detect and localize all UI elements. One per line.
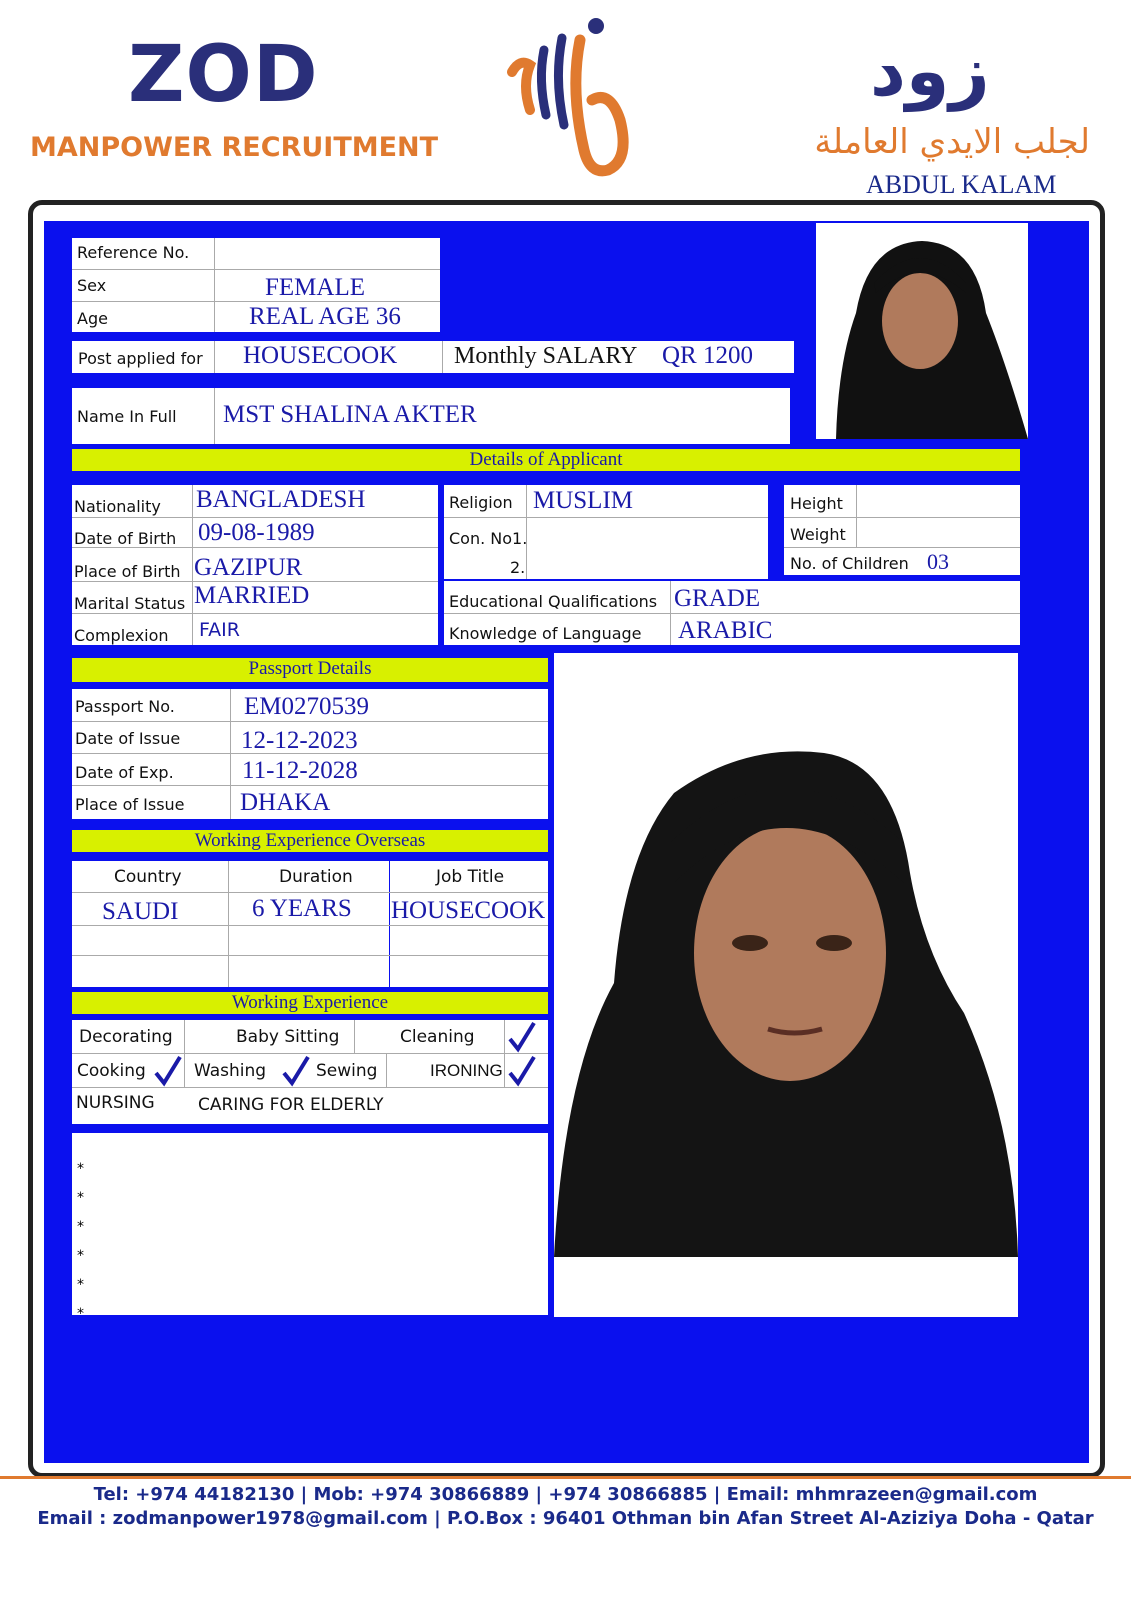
contact2-label: 2. [510,558,526,577]
check-icon-ironing [506,1055,536,1087]
passport-number-label: Passport No. [75,697,175,716]
overseas-header: Working Experience Overseas [72,830,548,852]
name-label: Name In Full [77,407,177,426]
issue-place-label: Place of Issue [75,795,185,814]
check-icon-washing [280,1055,310,1087]
sex-value: FEMALE [265,274,365,301]
issue-date-value: 12-12-2023 [241,727,358,754]
skill-decorating: Decorating [79,1027,173,1047]
age-label: Age [77,309,108,328]
note-bullet: * [77,1306,84,1322]
name-value: MST SHALINA AKTER [223,401,477,428]
brand-title: ZOD [128,30,319,120]
skill-nursing: NURSING [76,1093,155,1113]
overseas-col-country: Country [114,867,182,887]
pob-label: Place of Birth [74,562,181,581]
logo-icon [500,10,640,182]
brand-subtitle: MANPOWER RECRUITMENT [30,132,439,163]
reference-label: Reference No. [77,243,190,262]
skill-cleaning: Cleaning [400,1027,475,1047]
brand-arabic-title: زود [870,30,990,112]
check-icon-cooking [152,1055,182,1087]
experience-header: Working Experience [72,992,548,1014]
note-bullet: * [77,1248,84,1264]
issue-date-label: Date of Issue [75,729,181,748]
dob-label: Date of Birth [74,529,177,548]
expiry-date-label: Date of Exp. [75,763,174,782]
skill-cooking: Cooking [77,1061,146,1081]
skill-sewing: Sewing [316,1061,378,1081]
brand-arabic-subtitle: لجلب الايدي العاملة [814,122,1090,162]
pob-value: GAZIPUR [194,554,303,581]
sex-label: Sex [77,276,107,295]
applicant-photo-large [554,653,1018,1317]
note-bullet: * [77,1190,84,1206]
marital-value: MARRIED [194,582,310,609]
skill-washing: Washing [194,1061,267,1081]
complexion-value: FAIR [199,619,240,641]
agent-name: ABDUL KALAM [866,170,1057,199]
nationality-label: Nationality [74,497,161,516]
weight-label: Weight [790,525,846,544]
post-value: HOUSECOOK [243,342,398,369]
footer-contact-line2: Email : zodmanpower1978@gmail.com | P.O.Box : 96401 Othman bin Afan Street Al-Aziziya Doha - Qatar [37,1508,1094,1529]
salary-label: Monthly SALARY [454,343,638,369]
skill-elderly-care: CARING FOR ELDERLY [198,1095,384,1115]
applicant-photo-small [816,223,1028,439]
overseas-duration: 6 YEARS [252,895,352,922]
contact1-label: Con. No1. [449,529,528,548]
religion-label: Religion [449,493,513,512]
education-label: Educational Qualifications [449,592,658,611]
note-bullet: * [77,1277,84,1293]
passport-number-value: EM0270539 [244,693,369,720]
dob-value: 09-08-1989 [198,519,315,546]
footer-contact-line1: Tel: +974 44182130 | Mob: +974 30866889 | +974 30866885 | Email: mhmrazeen@gmail.com [93,1484,1038,1505]
note-bullet: * [77,1161,84,1177]
religion-value: MUSLIM [533,487,634,514]
footer-divider [0,1476,1131,1479]
notes-box [72,1133,548,1322]
note-bullet: * [77,1219,84,1235]
skill-ironing: IRONING [430,1061,503,1080]
overseas-col-duration: Duration [279,867,353,887]
expiry-date-value: 11-12-2028 [242,757,358,784]
nationality-value: BANGLADESH [196,486,366,513]
overseas-country: SAUDI [102,898,179,925]
passport-header: Passport Details [72,658,548,682]
post-label: Post applied for [78,349,203,368]
overseas-jobtitle: HOUSECOOK [391,897,546,924]
language-value: ARABIC [678,617,773,644]
education-value: GRADE [674,585,761,612]
overseas-col-jobtitle: Job Title [436,867,505,887]
children-label: No. of Children [790,554,909,573]
marital-label: Marital Status [74,594,186,613]
issue-place-value: DHAKA [240,789,331,816]
age-value: REAL AGE 36 [249,303,401,330]
complexion-label: Complexion [74,626,169,645]
language-label: Knowledge of Language [449,624,642,643]
form-panel [44,221,1089,1463]
details-header: Details of Applicant [72,449,1020,471]
height-label: Height [790,494,843,513]
salary-value: QR 1200 [662,342,753,369]
check-icon-cleaning [506,1021,536,1053]
skill-baby-sitting: Baby Sitting [236,1027,340,1047]
children-value: 03 [927,549,949,574]
